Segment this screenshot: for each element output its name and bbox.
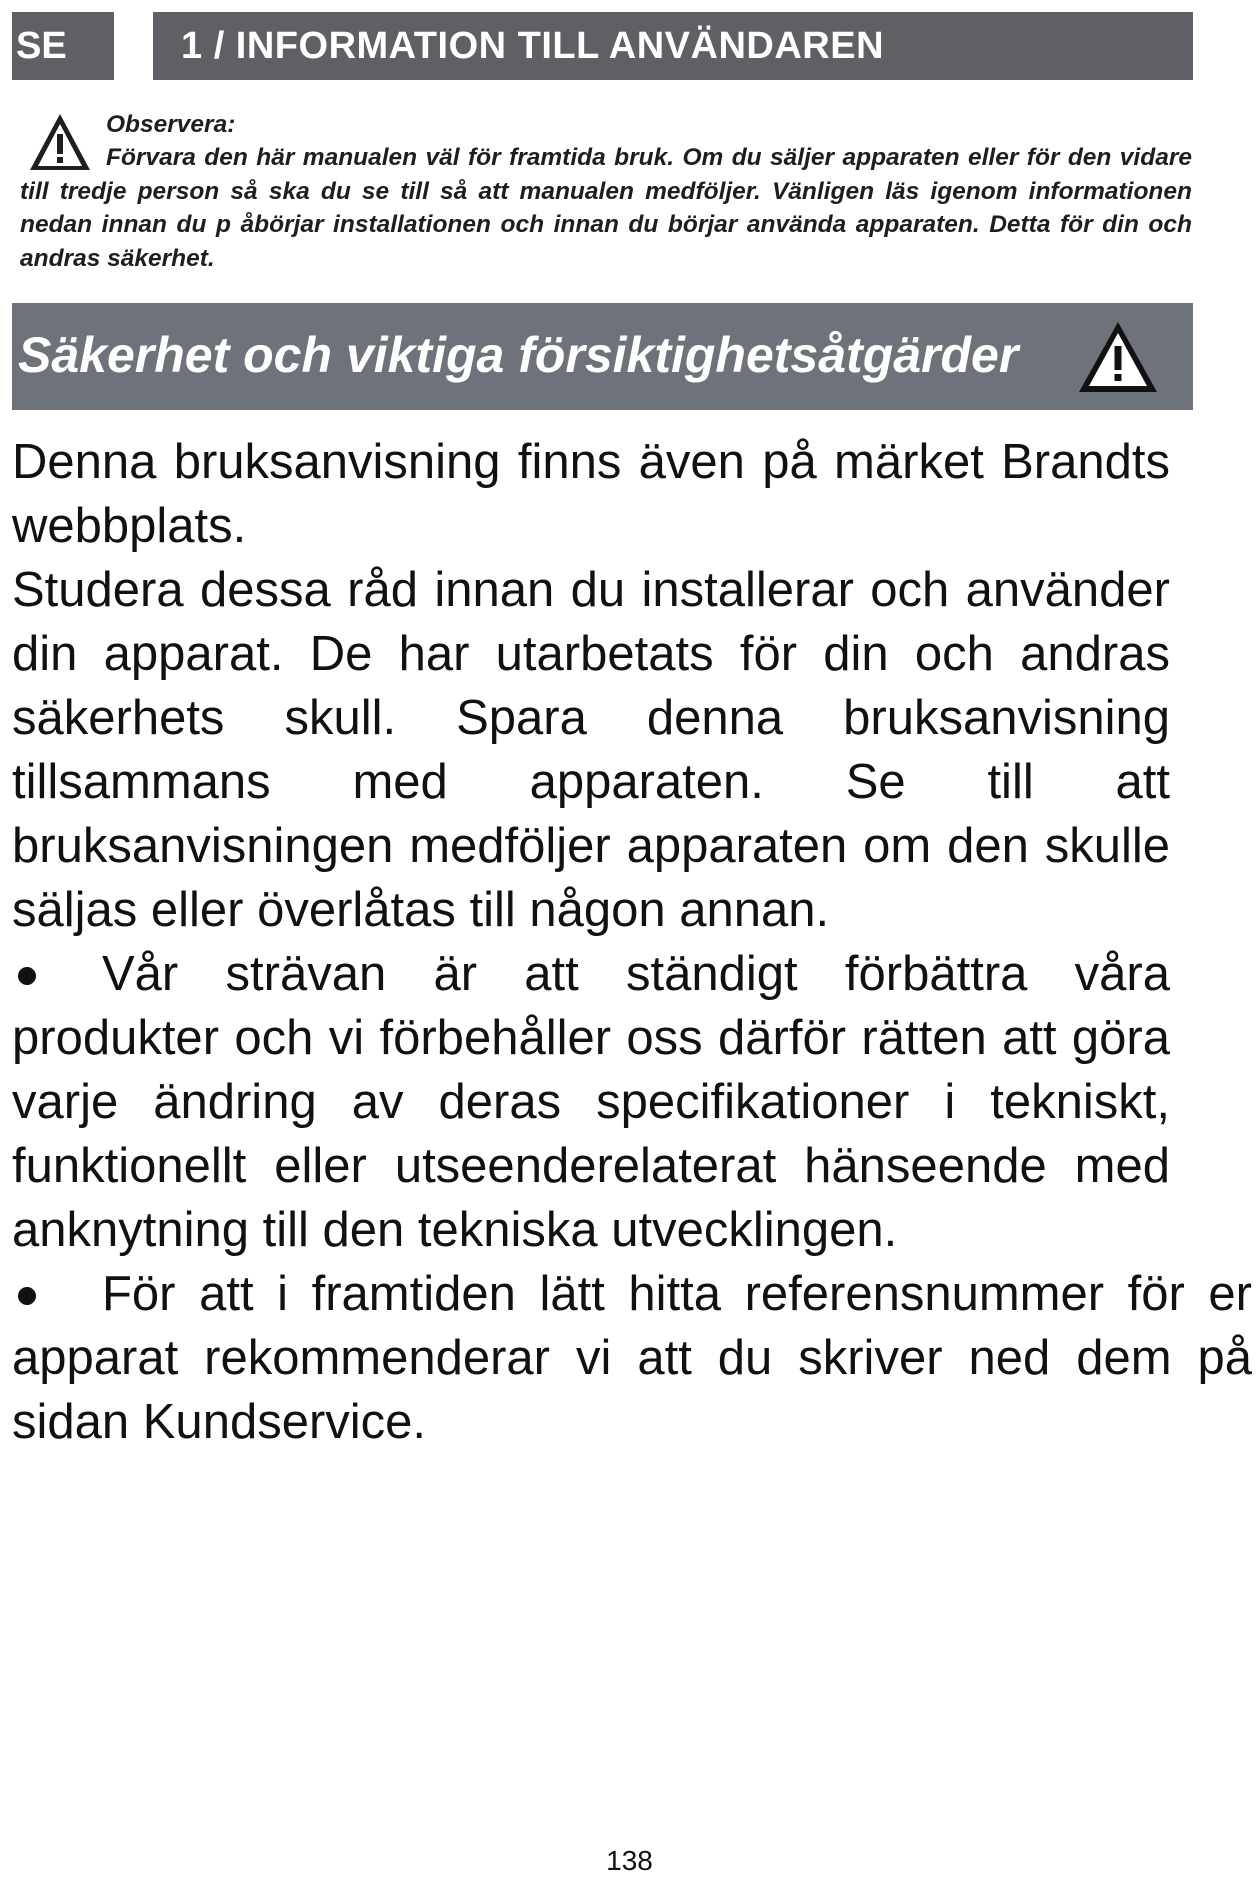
section-title: 1 / INFORMATION TILL ANVÄNDAREN bbox=[181, 24, 885, 67]
safety-heading: Säkerhet och viktiga försiktighetsåtgärder bbox=[18, 327, 1019, 383]
list-item bbox=[12, 942, 1170, 1262]
language-code-badge bbox=[12, 12, 114, 80]
safety-paragraph: Studera dessa råd innan du installerar och använder din apparat. De har utarbetats för din och andras säkerhets skull. Spara denna bruksanvisning tillsammans med apparaten. Se till att bruksanvisningen medföljer apparaten om den skulle säljas eller överlåtas till någon annan. bbox=[12, 563, 1170, 937]
intro-paragraph: Denna bruksanvisning finns även på märket Brandts webbplats. bbox=[12, 435, 1170, 553]
main-content bbox=[12, 430, 1252, 1454]
warning-triangle-icon bbox=[1076, 319, 1160, 395]
note-body: Förvara den här manualen väl för framtida bruk. Om du säljer apparaten eller för den vidare till tredje person så ska du se till så att manualen medföljer. Vänligen läs igenom informationen nedan innan du p åbörjar installationen och innan du börjar använda apparaten. Detta för din och andras säkerhet. bbox=[20, 144, 1192, 272]
note-title: Observera: bbox=[106, 111, 236, 138]
bullet-icon bbox=[18, 1287, 36, 1305]
safety-heading-bar bbox=[12, 303, 1193, 410]
warning-note bbox=[20, 108, 1192, 278]
list-item bbox=[12, 1262, 1252, 1454]
page-number: 138 bbox=[606, 1845, 653, 1876]
list-item-text: Vår strävan är att ständigt förbättra våra produkter och vi förbehåller oss därför rätten att göra varje ändring av deras specifikationer i tekniskt, funktionellt eller utseenderelaterat hänseende med anknytning till den tekniska utvecklingen. bbox=[12, 947, 1170, 1257]
list-item-text: För att i framtiden lätt hitta referensnummer för er apparat rekommenderar vi att du skriver ned dem på sidan Kundservice. bbox=[12, 1267, 1252, 1449]
section-title-bar bbox=[153, 12, 1193, 80]
bullet-icon bbox=[18, 967, 36, 985]
language-code: SE bbox=[16, 24, 67, 67]
